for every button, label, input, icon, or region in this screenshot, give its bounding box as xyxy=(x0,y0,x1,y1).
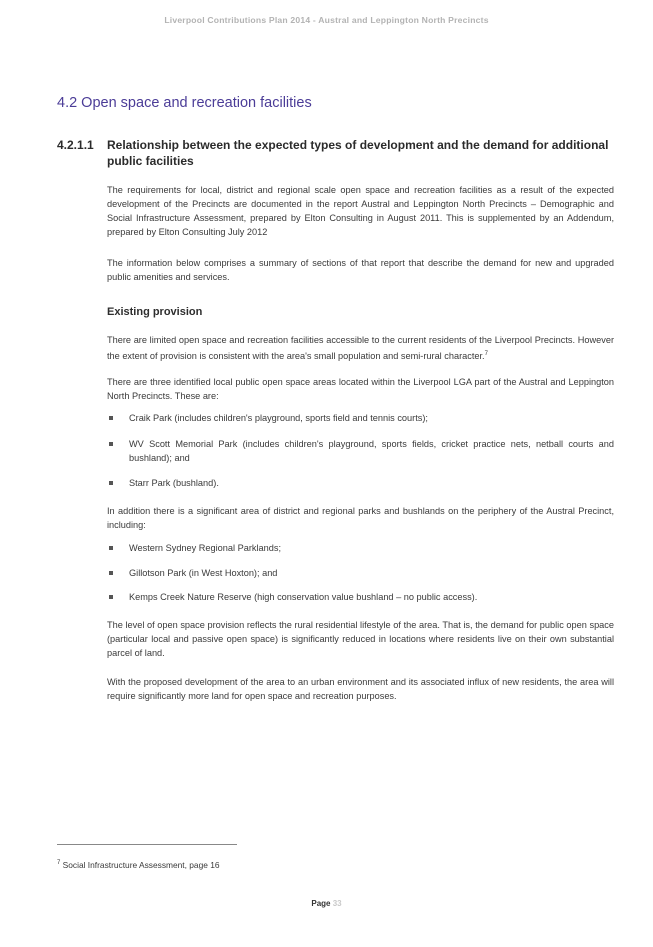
footnote-number: 7 xyxy=(57,860,61,867)
footnote-reference: 7 xyxy=(484,351,488,357)
subsection-number: 4.2.1.1 xyxy=(57,138,94,152)
subsection-heading xyxy=(57,137,617,169)
local-park-text: Craik Park (includes children's playground, sports field and tennis courts); xyxy=(129,413,428,423)
bullet-icon xyxy=(109,571,113,575)
proposed-development-paragraph: With the proposed development of the area to an urban environment and its associated influx of new residents, the area will require significantly more land for open space and recreation purposes. xyxy=(107,677,614,701)
footnote xyxy=(57,860,220,870)
three-areas-paragraph: There are three identified local public open space areas located within the Liverpool LGA part of the Austral and Leppington North Precincts. These are: xyxy=(107,377,614,401)
open-space-level-paragraph: The level of open space provision reflects the rural residential lifestyle of the area. That is, the demand for public open space (particular local and passive open space) is significantly reduced in locations where residents live on their own substantial parcel of land. xyxy=(107,620,614,658)
footnote-divider xyxy=(57,844,237,845)
existing-provision-heading: Existing provision xyxy=(107,306,203,318)
bullet-icon xyxy=(109,546,113,550)
subsection-title: Relationship between the expected types of development and the demand for additional public facilities xyxy=(107,138,609,168)
bullet-icon xyxy=(109,442,113,446)
summary-paragraph: The information below comprises a summary of sections of that report that describe the demand for new and upgraded public amenities and services. xyxy=(107,258,614,282)
bullet-icon xyxy=(109,595,113,599)
intro-paragraph: The requirements for local, district and regional scale open space and recreation facilities as a result of the expected development of the Precincts are documented in the report Austral and Leppington North Precincts – Demographic and Social Infrastructure Assessment, prepared by Elton Consulting in August 2011. This is supplemented by an Addendum, prepared by Elton Consulting July 2012 xyxy=(107,185,614,237)
limited-facilities-paragraph xyxy=(107,333,614,363)
page-label: Page xyxy=(311,899,331,908)
page-footer xyxy=(0,899,653,908)
bullet-icon xyxy=(109,481,113,485)
footnote-text: Social Infrastructure Assessment, page 16 xyxy=(62,860,220,870)
regional-park-text: Gillotson Park (in West Hoxton); and xyxy=(129,568,278,578)
regional-park-item xyxy=(107,590,614,604)
regional-park-item xyxy=(107,566,614,580)
regional-park-text: Kemps Creek Nature Reserve (high conservation value bushland – no public access). xyxy=(129,592,478,602)
running-header: Liverpool Contributions Plan 2014 - Austral and Leppington North Precincts xyxy=(164,15,489,25)
regional-park-item xyxy=(107,541,614,555)
bullet-icon xyxy=(109,416,113,420)
regional-park-text: Western Sydney Regional Parklands; xyxy=(129,543,282,553)
local-park-item xyxy=(107,411,614,425)
local-park-item xyxy=(107,437,614,465)
section-heading: 4.2 Open space and recreation facilities xyxy=(57,95,312,111)
limited-facilities-text: There are limited open space and recreation facilities accessible to the current residents of the Liverpool Precincts. However the extent of provision is consistent with the area's small population and semi-rural character. xyxy=(107,335,614,362)
local-park-text: Starr Park (bushland). xyxy=(129,478,219,488)
page-number: 33 xyxy=(332,899,342,908)
in-addition-paragraph: In addition there is a significant area of district and regional parks and bushlands on the periphery of the Austral Precinct, including: xyxy=(107,506,614,530)
local-park-text: WV Scott Memorial Park (includes children's playground, sports fields, cricket practice nets, netball courts and bushland); and xyxy=(129,439,614,463)
local-park-item xyxy=(107,476,614,490)
